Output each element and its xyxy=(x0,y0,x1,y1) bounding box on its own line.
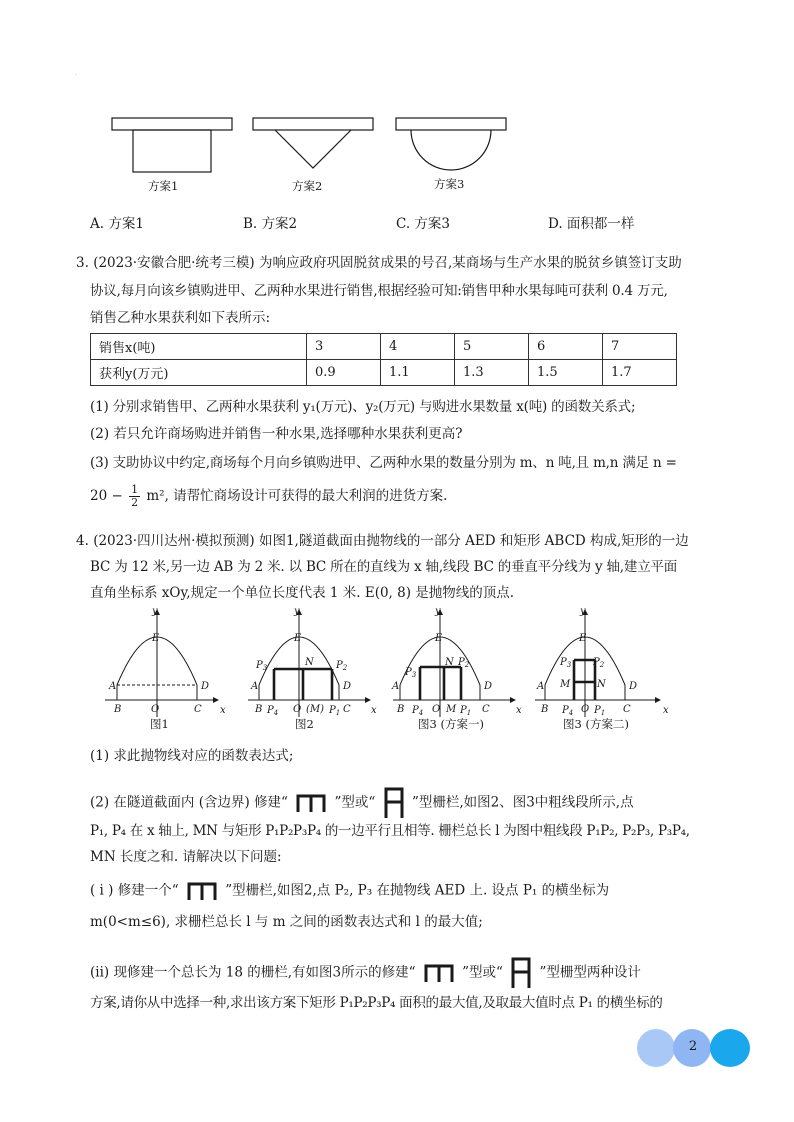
q4-subi-line1 xyxy=(90,880,609,902)
q3-source: (2023·安徽合肥·统考三模) xyxy=(93,255,255,271)
svg-text:M: M xyxy=(446,704,457,715)
fraction-denominator: 2 xyxy=(131,496,139,509)
svg-text:O: O xyxy=(432,704,441,715)
q4-subi-line2: m(0<m≤6), 求栅栏总长 l 与 m 之间的函数表达式和 l 的最大值; xyxy=(90,914,483,930)
q4-sub2-line3: MN 长度之和. 请解决以下问题: xyxy=(90,849,282,865)
q3-sub3b xyxy=(90,484,447,509)
svg-text:P2: $P_2$ xyxy=(336,660,348,672)
svg-text:D: D xyxy=(629,681,638,692)
svg-text:E: E xyxy=(294,633,302,644)
table-cell: 销售x(吨) xyxy=(91,334,307,360)
fence-m-icon xyxy=(292,792,330,814)
svg-text:P3: $P_3$ xyxy=(256,660,268,672)
table-cell: 0.9 xyxy=(307,360,381,386)
figure-plan-1 xyxy=(112,118,232,172)
svg-text:P2: $P_2$ xyxy=(593,657,605,669)
svg-text:A: A xyxy=(392,681,400,692)
table-cell: 1.7 xyxy=(603,360,677,386)
page-badge xyxy=(637,1029,752,1067)
svg-text:E: E xyxy=(435,633,443,644)
q3-number: 3. xyxy=(76,255,89,271)
q3-sub3a: (3) 支助协议中约定,商场每个月向乡镇购进甲、乙两种水果的数量分别为 m、n 吨,且 m,n 满足 n = xyxy=(90,455,677,471)
q4-line2: BC 为 12 米,另一边 AB 为 2 米. 以 BC 所在的直线为 x 轴,线段 BC 的垂直平分线为 y 轴,建立平面 xyxy=(90,559,678,575)
fig-caption-3b: 图3 (方案二) xyxy=(563,717,629,731)
svg-text:A: A xyxy=(251,681,259,692)
badge-circle-light xyxy=(637,1029,675,1067)
table-cell: 获利y(万元) xyxy=(91,360,307,386)
q4-sub1: (1) 求此抛物线对应的函数表达式; xyxy=(90,748,294,764)
q4-sub2-b: ”型或“ xyxy=(334,794,376,811)
svg-text:C: C xyxy=(343,704,351,715)
fence-m-icon xyxy=(420,962,458,984)
table-cell: 1.1 xyxy=(381,360,455,386)
caption-plan-2: 方案2 xyxy=(292,179,323,193)
q4-subii-b: ”型或“ xyxy=(462,964,503,981)
table-cell: 1.3 xyxy=(455,360,529,386)
svg-text:B: B xyxy=(541,704,549,715)
svg-text:O: O xyxy=(293,704,302,715)
svg-text:B: B xyxy=(255,704,263,715)
fig-caption-3a: 图3 (方案一) xyxy=(418,717,484,731)
svg-text:B: B xyxy=(397,704,405,715)
caption-plan-1: 方案1 xyxy=(148,179,179,193)
figure-plan-2 xyxy=(253,118,373,168)
svg-text:P4: $P_4$ xyxy=(267,705,279,717)
svg-text:B: B xyxy=(114,704,122,715)
table-row xyxy=(91,334,677,360)
svg-text:x: x xyxy=(371,705,377,716)
fig-caption-2: 图2 xyxy=(295,717,314,731)
figure-plan-3 xyxy=(396,118,506,170)
svg-text:C: C xyxy=(482,704,490,715)
svg-text:M: M xyxy=(560,679,571,690)
svg-text:P3: $P_3$ xyxy=(560,657,572,669)
q4-subi-b: ”型栅栏,如图2,点 P₂, P₃ 在抛物线 AED 上. 设点 P₁ 的横坐标为 xyxy=(225,882,610,899)
svg-text:E: E xyxy=(152,633,160,644)
q3-sub1: (1) 分别求销售甲、乙两种水果获利 y₁(万元)、y₂(万元) 与购进水果数量 x(吨) 的函数关系式; xyxy=(90,399,636,415)
q4-sub2-line1 xyxy=(90,786,634,820)
svg-text:O: O xyxy=(581,704,590,715)
svg-text:P1: $P_1$ xyxy=(460,705,472,717)
svg-text:O: O xyxy=(151,704,160,715)
fraction-one-half xyxy=(129,484,140,509)
table-cell: 3 xyxy=(307,334,381,360)
profit-table xyxy=(90,333,677,386)
figure-3-plan-1 xyxy=(393,610,515,717)
q4-number: 4. xyxy=(76,533,89,549)
table-cell: 4 xyxy=(381,334,455,360)
q3-sub3b-pre: 20 − xyxy=(90,488,123,504)
page-number: 2 xyxy=(688,1039,698,1054)
svg-text:x: x xyxy=(663,705,669,716)
q4-subii-line2: 方案,请你从中选择一种,求出该方案下矩形 P₁P₂P₃P₄ 面积的最大值,及取最大值时点 P₁ 的横坐标的 xyxy=(90,995,663,1011)
svg-text:N: N xyxy=(305,657,314,668)
q4-sub2-c: ”型栅栏,如图2、图3中粗线段所示,点 xyxy=(411,794,634,811)
svg-text:x: x xyxy=(516,705,522,716)
option-d: D. 面积都一样 xyxy=(548,216,635,232)
q4-sub2-a: (2) 在隧道截面内 (含边界) 修建“ xyxy=(90,794,288,811)
svg-text:P3: $P_3$ xyxy=(405,667,417,679)
option-a: A. 方案1 xyxy=(90,216,144,232)
q3-line2: 协议,每月向该乡镇购进甲、乙两种水果进行销售,根据经验可知:销售甲种水果每吨可获利 0.4 万元, xyxy=(90,283,668,299)
q3-line1 xyxy=(76,254,682,272)
svg-text:C: C xyxy=(194,704,202,715)
svg-text:P1: $P_1$ xyxy=(594,705,606,717)
svg-text:N: N xyxy=(597,679,606,690)
q4-text1: 如图1,隧道截面由抛物线的一部分 AED 和矩形 ABCD 构成,矩形的一边 xyxy=(258,533,689,549)
fence-m-icon xyxy=(183,880,221,902)
svg-text:N: N xyxy=(445,657,454,668)
q3-sub3b-post: m², 请帮忙商场设计可获得的最大利润的进货方案. xyxy=(146,488,448,504)
svg-text:D: D xyxy=(484,681,493,692)
svg-text:y: y xyxy=(152,606,158,617)
badge-circle-dark xyxy=(710,1029,750,1067)
svg-text:C: C xyxy=(623,704,631,715)
q3-text1: 为响应政府巩固脱贫成果的号召,某商场与生产水果的脱贫乡镇签订支助 xyxy=(258,255,682,271)
fig-caption-1: 图1 xyxy=(150,717,169,731)
q4-subii-c: ”型栅型两种设计 xyxy=(539,964,641,981)
svg-text:x: x xyxy=(220,705,226,716)
q3-line3: 销售乙种水果获利如下表所示: xyxy=(90,310,271,326)
svg-text:y: y xyxy=(435,606,441,617)
q4-line1 xyxy=(76,532,689,550)
svg-text:D: D xyxy=(343,681,352,692)
option-b: B. 方案2 xyxy=(243,216,298,232)
fence-a-icon xyxy=(507,956,535,990)
fraction-numerator: 1 xyxy=(131,483,139,496)
svg-text:A: A xyxy=(537,681,545,692)
svg-text:y: y xyxy=(580,606,586,617)
table-cell: 6 xyxy=(529,334,603,360)
fence-a-icon xyxy=(380,786,408,820)
table-cell: 5 xyxy=(455,334,529,360)
corner-mark: · xyxy=(75,72,77,79)
table-row xyxy=(91,360,677,386)
svg-text:(M): (M) xyxy=(306,704,325,715)
option-c: C. 方案3 xyxy=(396,216,451,232)
q4-subi-a: ( i ) 修建一个“ xyxy=(90,882,179,899)
figure-1 xyxy=(105,610,218,717)
caption-plan-3: 方案3 xyxy=(434,177,465,191)
table-cell: 7 xyxy=(603,334,677,360)
svg-text:y: y xyxy=(294,606,300,617)
q4-subii-line1 xyxy=(90,956,641,990)
svg-text:D: D xyxy=(201,681,210,692)
q4-subii-a: (ii) 现修建一个总长为 18 的栅栏,有如图3所示的修建“ xyxy=(90,964,416,981)
svg-text:E: E xyxy=(579,633,587,644)
q3-sub2: (2) 若只允许商场购进并销售一种水果,选择哪种水果获利更高? xyxy=(90,426,463,442)
q4-sub2-line2: P₁, P₄ 在 x 轴上, MN 与矩形 P₁P₂P₃P₄ 的一边平行且相等. 栅栏总长 l 为图中粗线段 P₁P₂, P₂P₃, P₃P₄, xyxy=(90,823,690,839)
table-cell: 1.5 xyxy=(529,360,603,386)
svg-text:A: A xyxy=(109,681,117,692)
svg-text:P1: $P_1$ xyxy=(329,705,341,717)
svg-text:P4: $P_4$ xyxy=(562,705,574,717)
q4-source: (2023·四川达州·模拟预测) xyxy=(93,533,255,549)
q4-line3: 直角坐标系 xOy,规定一个单位长度代表 1 米. E(0, 8) 是抛物线的顶点. xyxy=(90,585,515,601)
svg-text:P4: $P_4$ xyxy=(412,705,424,717)
svg-text:P2: $P_2$ xyxy=(458,657,470,669)
